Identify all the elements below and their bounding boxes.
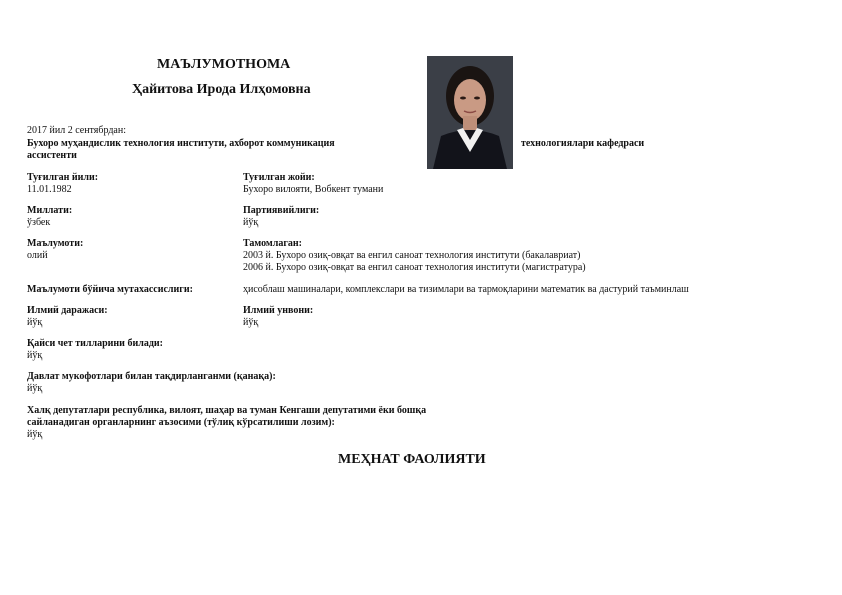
languages-value: йўқ bbox=[27, 350, 43, 361]
document-title: МАЪЛУМОТНОМА bbox=[157, 57, 291, 72]
rank-value: йўқ bbox=[243, 317, 259, 328]
awards-value: йўқ bbox=[27, 383, 43, 394]
birth-year-label: Туғилган йили: bbox=[27, 172, 99, 183]
languages-label: Қайси чет тилларини билади: bbox=[27, 338, 163, 349]
position-text-end: ассистенти bbox=[27, 150, 77, 161]
rank-label: Илмий унвони: bbox=[243, 305, 314, 316]
education-value: олий bbox=[27, 250, 48, 261]
party-label: Партиявийлиги: bbox=[243, 205, 320, 216]
education-label: Маълумоти: bbox=[27, 238, 84, 249]
deputy-value: йўқ bbox=[27, 429, 43, 440]
graduated-value-2: 2006 й. Бухоро озиқ-овқат ва енгил саноат технология институти (магистратура) bbox=[243, 262, 586, 273]
degree-value: йўқ bbox=[27, 317, 43, 328]
birth-year-value: 11.01.1982 bbox=[27, 184, 72, 195]
nationality-label: Миллати: bbox=[27, 205, 73, 216]
person-photo bbox=[427, 56, 513, 169]
graduated-value-1: 2003 й. Бухоро озиқ-овқат ва енгил саноат технология институти (бакалавриат) bbox=[243, 250, 581, 261]
graduated-label: Тамомлаган: bbox=[243, 238, 302, 249]
birth-place-value: Бухоро вилояти, Вобкент тумани bbox=[243, 184, 384, 195]
person-name: Ҳайитова Ирода Илҳомовна bbox=[132, 82, 311, 97]
nationality-value: ўзбек bbox=[27, 217, 51, 228]
specialty-value: ҳисоблаш машиналари, комплекслари ва тизимлари ва тармоқларини математик ва дастурий таъминлаш bbox=[243, 284, 689, 295]
work-activity-heading: МЕҲНАТ ФАОЛИЯТИ bbox=[338, 452, 486, 467]
specialty-label: Маълумоти бўйича мутахассислиги: bbox=[27, 284, 193, 295]
deputy-label-cont: сайланадиган органларнинг аъзосими (тўлиқ кўрсатилиши лозим): bbox=[27, 417, 335, 428]
since-date: 2017 йил 2 сентябрдан: bbox=[27, 125, 126, 136]
party-value: йўқ bbox=[243, 217, 259, 228]
position-text: Бухоро муҳандислик технология институти, ахборот коммуникация bbox=[27, 138, 335, 149]
deputy-label: Халқ депутатлари республика, вилоят, шаҳар ва туман Кенгаши депутатими ёки бошқа bbox=[27, 405, 427, 416]
awards-label: Давлат мукофотлари билан тақдирланганми (қанақа): bbox=[27, 371, 276, 382]
position-text-cont: технологиялари кафедраси bbox=[521, 138, 645, 149]
degree-label: Илмий даражаси: bbox=[27, 305, 108, 316]
birth-place-label: Туғилган жойи: bbox=[243, 172, 315, 183]
